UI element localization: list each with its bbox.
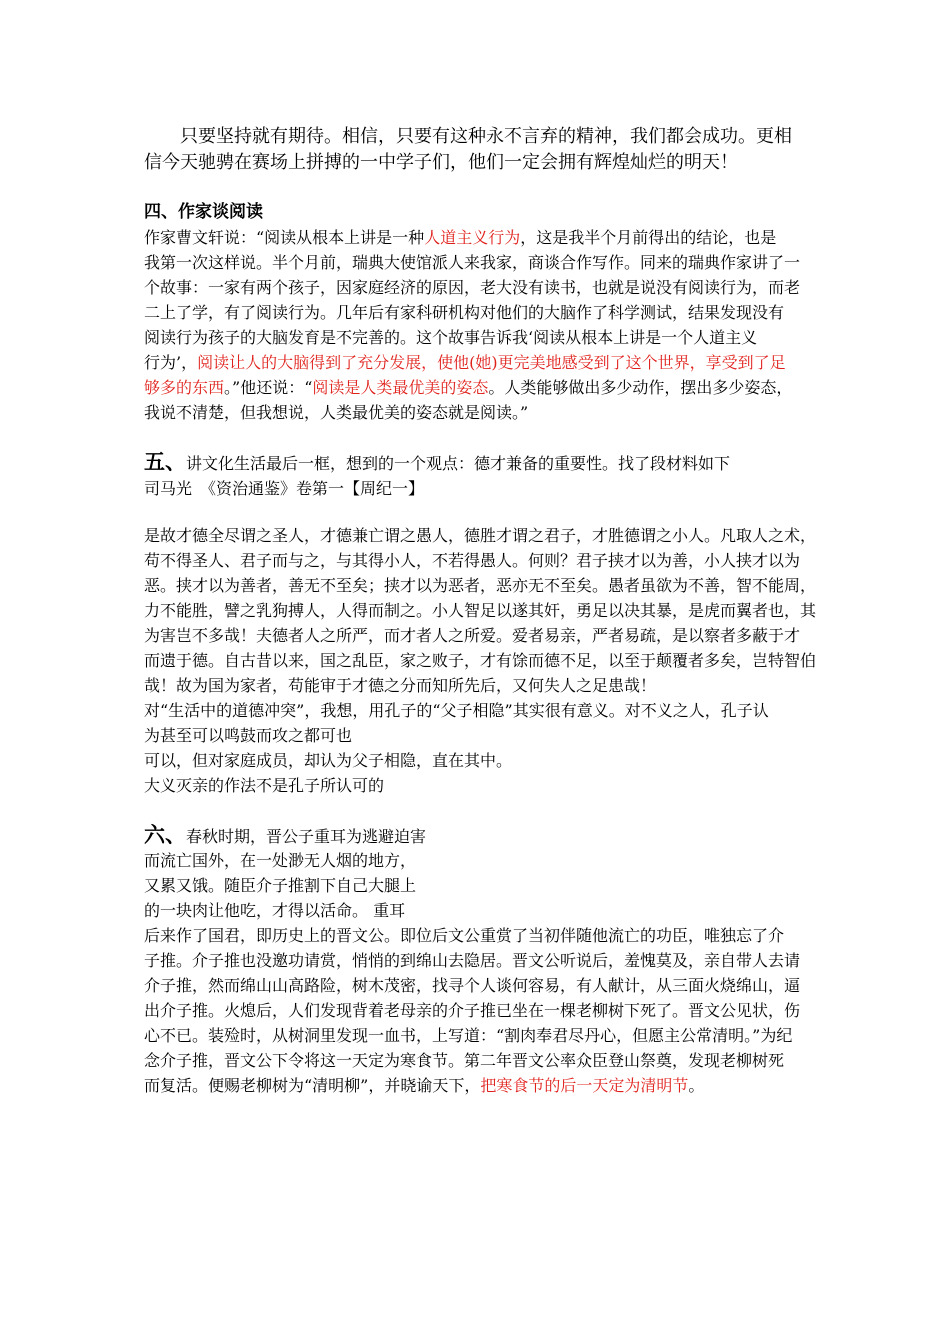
s6-line: 念介子推，晋文公下令将这一天定为寒食节。第二年晋文公率众臣登山祭奠，发现老柳树死 <box>144 1051 785 1070</box>
s6-line-1: 春秋时期，晋公子重耳为逃避迫害 <box>186 827 427 846</box>
s4-text: 。”他还说：“ <box>224 378 313 397</box>
s4-line-6 <box>144 353 786 373</box>
section-4-heading: 四、作家谈阅读 <box>144 202 263 222</box>
s5-line: 哉！故为国为家者，苟能审于才德之分而知所先后，又何失人之足患哉！ <box>144 676 657 695</box>
s5-line: 为甚至可以鸣鼓而攻之都可也 <box>144 726 353 745</box>
s4-line-3: 个故事：一家有两个孩子，因家庭经济的原因，老大没有读书，也就是说没有阅读行为，而老 <box>144 278 801 297</box>
s4-line-5: 阅读行为孩子的大脑发育是不完善的。这个故事告诉我‘阅读从根本上讲是一个人道主义 <box>144 328 758 347</box>
s4-line-8: 我说不清楚，但我想说，人类最优美的姿态就是阅读。” <box>144 403 529 422</box>
s4-text: ，这是我半个月前得出的结论，也是 <box>520 228 777 247</box>
s6-line: 的一块肉让他吃，才得以活命。 重耳 <box>144 901 406 920</box>
s5-line: 恶。挟才以为善者，善无不至矣；挟才以为恶者，恶亦无不至矣。愚者虽欲为不善，智不能周， <box>144 576 817 595</box>
s4-highlight: 够多的东西 <box>144 378 225 397</box>
intro-line-1: 只要坚持就有期待。相信，只要有这种永不言弃的精神，我们都会成功。更相 <box>144 126 792 147</box>
s6-line: 而流亡国外，在一处渺无人烟的地方， <box>144 851 417 870</box>
s6-line: 介子推，然而绵山山高路险，树木茂密，找寻个人谈何容易，有人献计，从三面火烧绵山，逼 <box>144 976 801 995</box>
s5-line: 而遗于德。自古昔以来，国之乱臣，家之败子，才有馀而德不足，以至于颠覆者多矣，岂特智伯 <box>144 651 817 670</box>
s6-highlight: 把寒食节的后一天定为清明节 <box>480 1076 689 1095</box>
section-6-number: 六、 <box>144 823 186 847</box>
s5-source: 司马光 《资治通鉴》卷第一【周纪一】 <box>144 479 425 498</box>
s6-line: 子推。介子推也没邀功请赏，悄悄的到绵山去隐居。晋文公听说后，羞愧莫及，亲自带人去请 <box>144 951 801 970</box>
s6-line: 心不已。装殓时，从树洞里发现一血书，上写道：“割肉奉君尽丹心，但愿主公常清明。”为纪 <box>144 1026 793 1045</box>
s6-heading-line <box>144 825 426 847</box>
s5-line: 苟不得圣人、君子而与之，与其得小人，不若得愚人。何则？君子挟才以为善，小人挟才以为 <box>144 551 801 570</box>
s6-line: 后来作了国君，即历史上的晋文公。即位后文公重赏了当初伴随他流亡的功臣，唯独忘了介 <box>144 926 785 945</box>
s5-intro: 讲文化生活最后一框，想到的一个观点：德才兼备的重要性。找了段材料如下 <box>186 454 731 473</box>
s4-text: 行为’， <box>144 353 198 372</box>
s5-heading-line <box>144 452 730 474</box>
s4-highlight: 阅读让人的大脑得到了充分发展，使他(她)更完美地感受到了这个世界，享受到了足 <box>197 353 786 372</box>
intro-line-2: 信今天驰骋在赛场上拼搏的一中学子们，他们一定会拥有辉煌灿烂的明天！ <box>144 152 738 173</box>
s6-text: 。 <box>688 1076 705 1095</box>
s6-line: 又累又饿。随臣介子推割下自己大腿上 <box>144 876 417 895</box>
s5-line: 力不能胜，譬之乳狗搏人，人得而制之。小人智足以遂其奸，勇足以决其暴，是虎而翼者也，其 <box>144 601 817 620</box>
s5-line: 可以，但对家庭成员，却认为父子相隐，直在其中。 <box>144 751 513 770</box>
section-5-number: 五、 <box>144 450 186 474</box>
s5-line: 大义灭亲的作法不是孔子所认可的 <box>144 776 385 795</box>
s6-line: 出介子推。火熄后，人们发现背着老母亲的介子推已坐在一棵老柳树下死了。晋文公见状，伤 <box>144 1001 801 1020</box>
s4-text: 。人类能够做出多少动作，摆出多少姿态， <box>488 378 793 397</box>
s6-last-line <box>144 1076 704 1096</box>
s4-line-2: 我第一次这样说。半个月前，瑞典大使馆派人来我家，商谈合作写作。同来的瑞典作家讲了一 <box>144 253 801 272</box>
s4-highlight: 阅读是人类最优美的姿态 <box>312 378 489 397</box>
s6-text: 而复活。便赐老柳树为“清明柳”，并晓谕天下， <box>144 1076 481 1095</box>
s5-line: 对“生活中的道德冲突”，我想，用孔子的“父子相隐”其实很有意义。对不义之人，孔子认 <box>144 701 769 720</box>
s4-line-1 <box>144 228 776 248</box>
s4-highlight: 人道主义行为 <box>424 228 521 247</box>
s4-text: 作家曹文轩说：“阅读从根本上讲是一种 <box>144 228 425 247</box>
s4-line-4: 二上了学，有了阅读行为。几年后有家科研机构对他们的大脑作了科学测试，结果发现没有 <box>144 303 785 322</box>
s4-line-7 <box>144 378 792 398</box>
s5-line: 为害岂不多哉！夫德者人之所严，而才者人之所爱。爱者易亲，严者易疏，是以察者多蔽于才 <box>144 626 801 645</box>
s5-line: 是故才德全尽谓之圣人，才德兼亡谓之愚人，德胜才谓之君子，才胜德谓之小人。凡取人之术， <box>144 526 817 545</box>
